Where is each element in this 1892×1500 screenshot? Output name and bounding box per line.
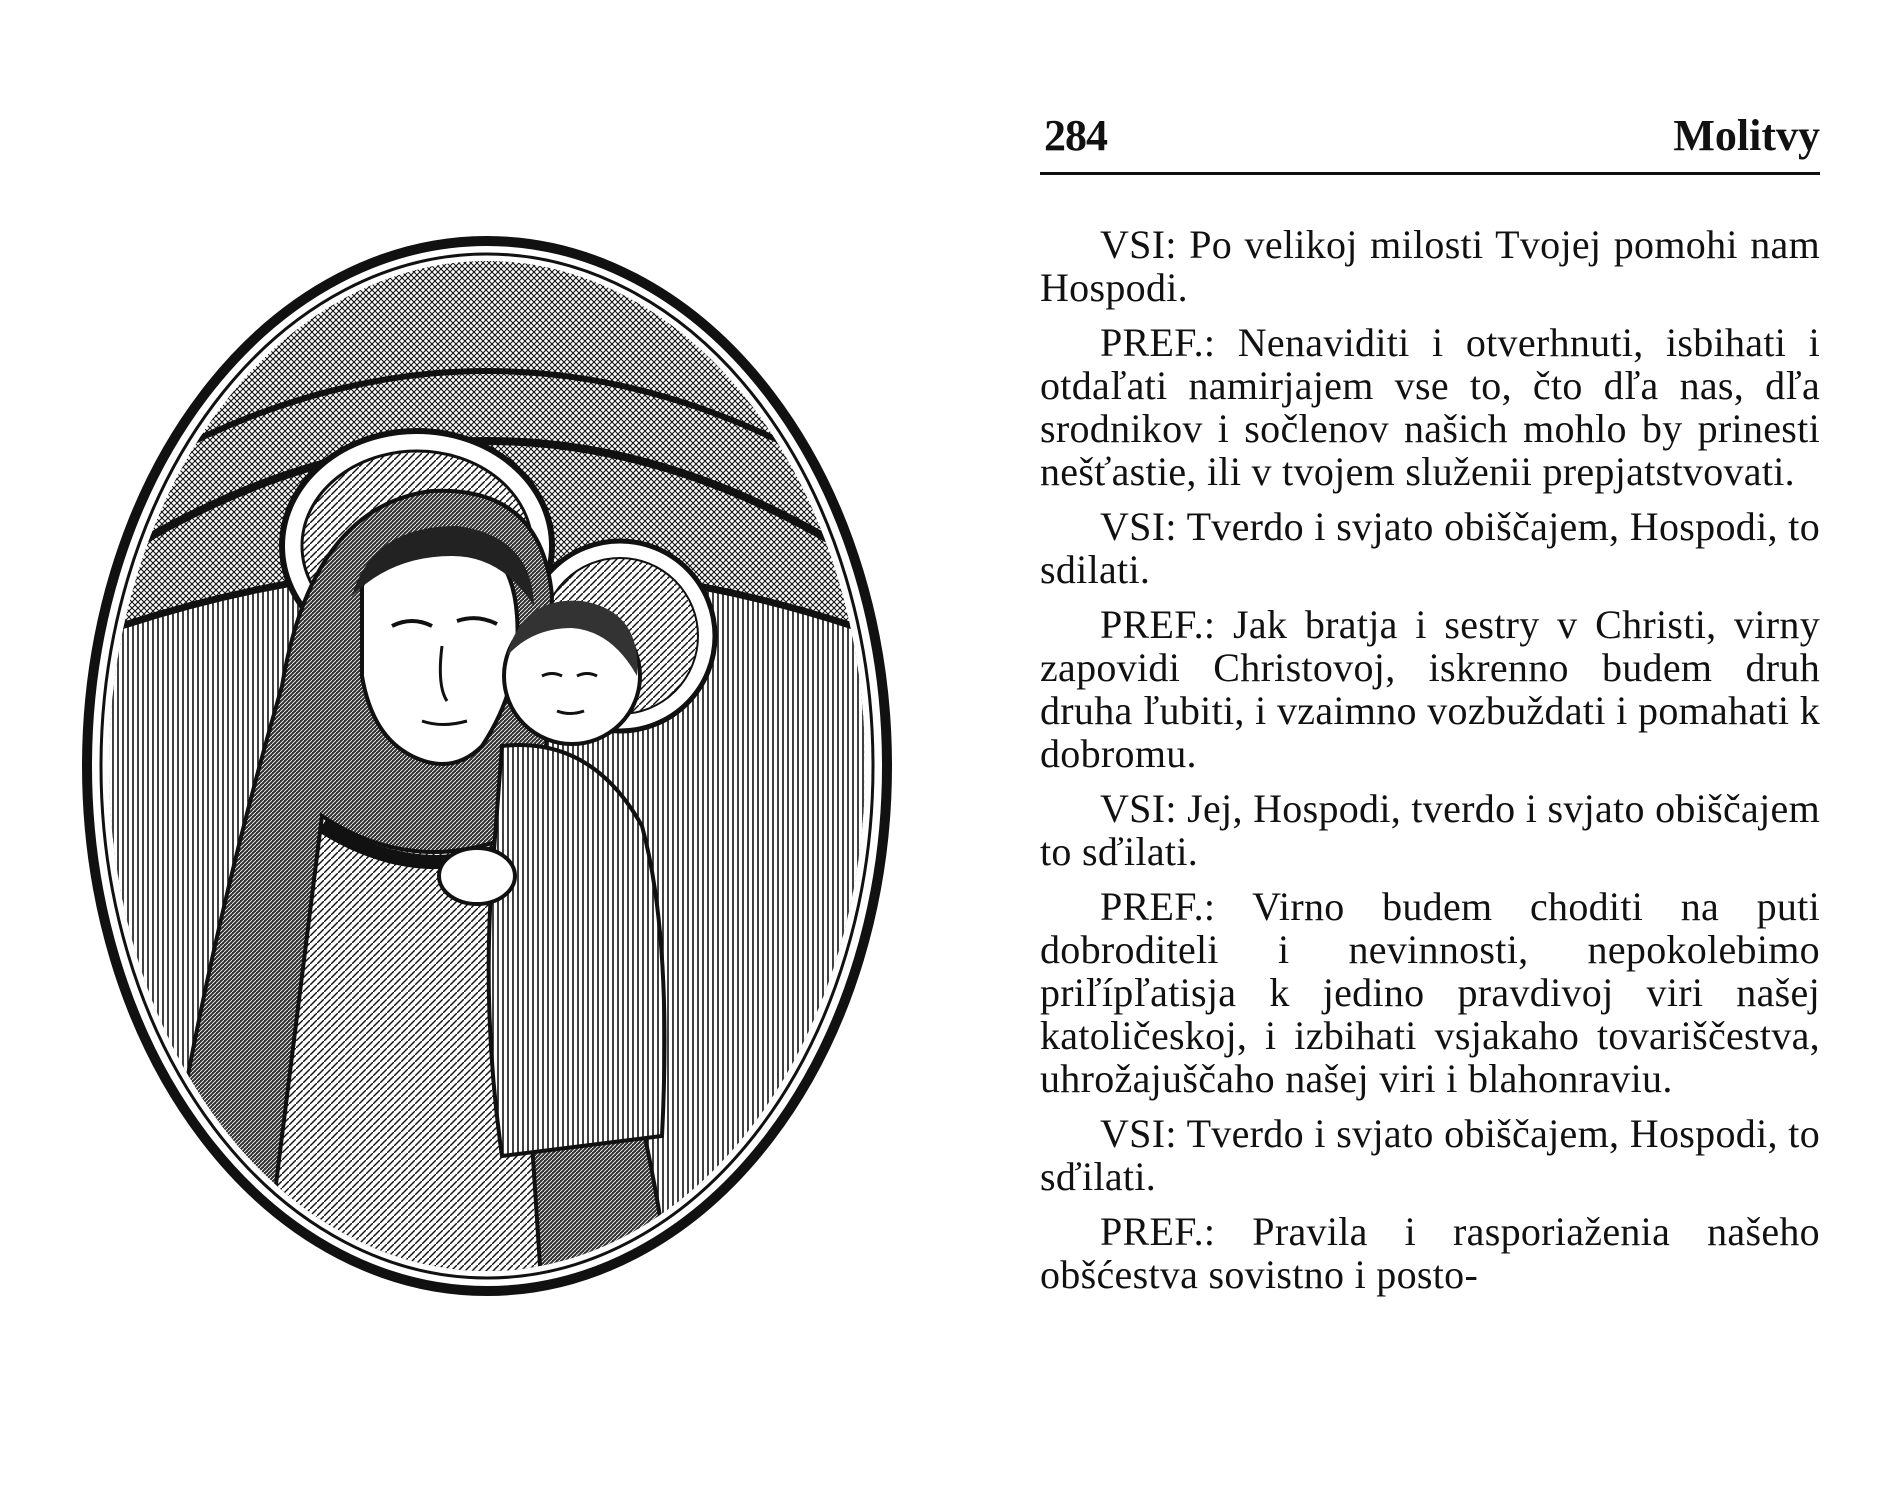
paragraph bbox=[1040, 885, 1820, 1100]
speaker-label: VSI: bbox=[1100, 504, 1177, 549]
speaker-label: PREF.: bbox=[1100, 602, 1216, 647]
speaker-label: VSI: bbox=[1100, 222, 1177, 267]
paragraph-text: Tverdo i svjato obiščajem, Hospodi, to sďilati. bbox=[1040, 1111, 1820, 1199]
section-title: Molitvy bbox=[1673, 111, 1820, 160]
paragraph bbox=[1040, 223, 1820, 309]
speaker-label: VSI: bbox=[1100, 1111, 1177, 1156]
paragraph bbox=[1040, 603, 1820, 775]
madonna-and-child-illustration bbox=[72, 236, 902, 1296]
right-page bbox=[1040, 110, 1820, 1430]
page-number: 284 bbox=[1044, 111, 1107, 160]
speaker-label: VSI: bbox=[1100, 786, 1177, 831]
paragraph bbox=[1040, 1210, 1820, 1296]
speaker-label: PREF.: bbox=[1100, 884, 1216, 929]
paragraph-text: Jej, Hospodi, tverdo i svjato obiščajem to sďilati. bbox=[1040, 786, 1820, 874]
paragraph-text: Nenaviditi i otverhnuti, isbihati i otdaľati namirjajem vse to, čto dľa nas, dľa srodnikov i sočlenov našich mohlo by prinesti nešťastie, ili v tvojem služenii prepjatstvovati. bbox=[1040, 320, 1820, 494]
paragraph-text: Pravila i rasporiaženia našeho obšćestva sovistno i posto- bbox=[1040, 1209, 1820, 1297]
paragraph bbox=[1040, 787, 1820, 873]
running-head bbox=[1040, 110, 1820, 175]
paragraph bbox=[1040, 321, 1820, 493]
speaker-label: PREF.: bbox=[1100, 1209, 1216, 1254]
paragraph-text: Virno budem choditi na puti dobroditeli i nevinnosti, nepokolebimo priľípľatisja k jedino pravdivoj viri našej katoličeskoj, i izbihati vsjakaho tovariščestva, uhrožajuščaho našej viri i blahonraviu. bbox=[1040, 884, 1820, 1101]
paragraph-text: Tverdo i svjato obiščajem, Hospodi, to sdilati. bbox=[1040, 504, 1820, 592]
paragraph-text: Po velikoj milosti Tvojej pomohi nam Hospodi. bbox=[1040, 222, 1820, 310]
paragraph bbox=[1040, 1112, 1820, 1198]
speaker-label: PREF.: bbox=[1100, 320, 1216, 365]
paragraph-text: Jak bratja i sestry v Christi, virny zapovidi Christovoj, iskrenno budem druh druha ľubiti, i vzaimno vozbuždati i pomahati k dobromu. bbox=[1040, 602, 1820, 776]
paragraph bbox=[1040, 505, 1820, 591]
